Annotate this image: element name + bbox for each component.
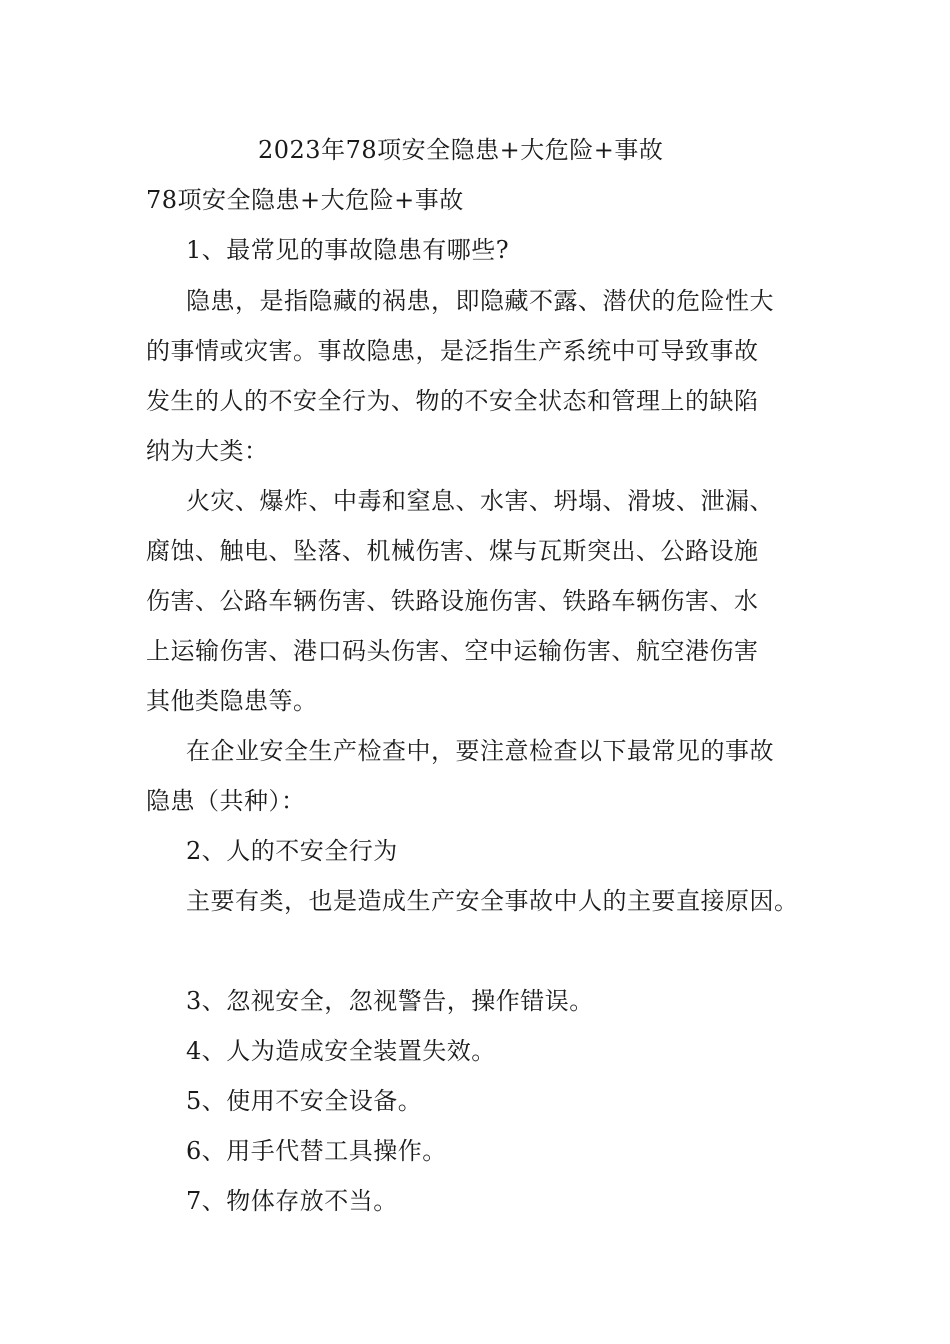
paragraph-line: 纳为大类： <box>146 437 269 465</box>
paragraph-line: 在企业安全生产检查中，要注意检查以下最常见的事故 <box>186 737 774 765</box>
paragraph-line: 其他类隐患等。 <box>146 687 318 715</box>
paragraph-line: 腐蚀、触电、坠落、机械伤害、煤与瓦斯突出、公路设施 <box>146 537 759 565</box>
document-title: 2023年78项安全隐患+大危险+事故 <box>258 136 664 164</box>
list-item: 3、忽视安全，忽视警告，操作错误。 <box>186 987 594 1015</box>
paragraph-line: 隐患（共种）： <box>146 787 306 815</box>
list-item: 7、物体存放不当。 <box>186 1187 398 1215</box>
list-item: 6、用手代替工具操作。 <box>186 1137 447 1165</box>
question-heading: 1、最常见的事故隐患有哪些? <box>186 236 510 264</box>
paragraph-line: 上运输伤害、港口码头伤害、空中运输伤害、航空港伤害 <box>146 637 759 665</box>
document-subtitle: 78项安全隐患+大危险+事故 <box>146 186 464 214</box>
paragraph-line: 发生的人的不安全行为、物的不安全状态和管理上的缺陷 <box>146 387 759 415</box>
paragraph-line: 的事情或灾害。事故隐患，是泛指生产系统中可导致事故 <box>146 337 759 365</box>
list-item: 4、人为造成安全装置失效。 <box>186 1037 496 1065</box>
section-heading: 2、人的不安全行为 <box>186 837 398 865</box>
section-description: 主要有类，也是造成生产安全事故中人的主要直接原因。 <box>186 887 799 915</box>
paragraph-line: 火灾、爆炸、中毒和窒息、水害、坍塌、滑坡、泄漏、 <box>186 487 774 515</box>
paragraph-line: 隐患，是指隐藏的祸患，即隐藏不露、潜伏的危险性大 <box>186 287 774 315</box>
paragraph-line: 伤害、公路车辆伤害、铁路设施伤害、铁路车辆伤害、水 <box>146 587 759 615</box>
list-item: 5、使用不安全设备。 <box>186 1087 423 1115</box>
